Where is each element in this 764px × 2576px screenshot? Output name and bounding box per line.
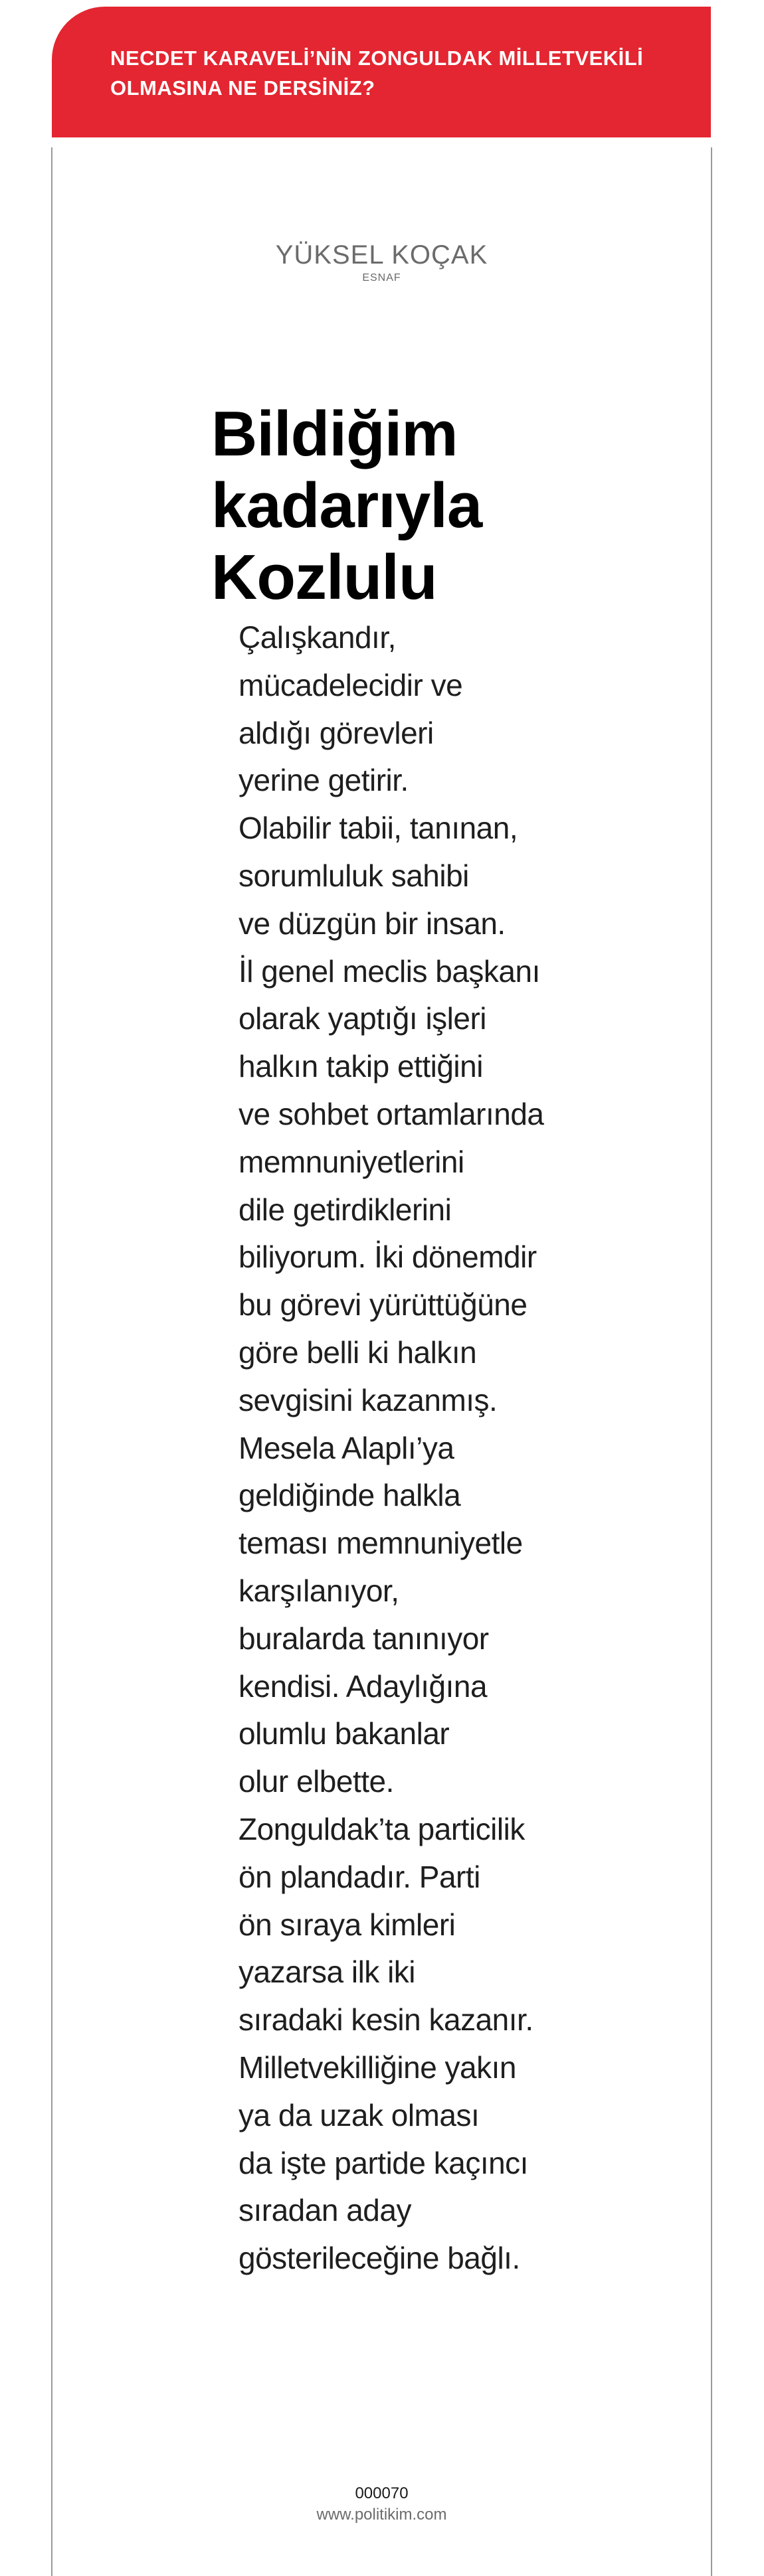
- body-line: karşılanıyor,: [239, 1573, 399, 1608]
- body-line: İl genel meclis başkanı: [239, 953, 540, 989]
- body-line: aldığı görevleri: [239, 715, 434, 750]
- headline-line: Bildiğim: [211, 398, 458, 469]
- frame-right-border: [711, 147, 712, 2576]
- footer: [51, 2483, 712, 2526]
- body-line: göre belli ki halkın: [239, 1334, 477, 1370]
- frame-left-border: [51, 147, 52, 2576]
- body-line: geldiğinde halkla: [239, 1478, 461, 1513]
- body-line: olur elbette.: [239, 1764, 394, 1799]
- body-line: ön sıraya kimleri: [239, 1907, 456, 1942]
- body-line: Milletvekilliğine yakın: [239, 2050, 516, 2085]
- body-line: ve düzgün bir insan.: [239, 906, 506, 941]
- body-line: biliyorum. İki dönemdir: [239, 1240, 537, 1275]
- body-line: sorumluluk sahibi: [239, 858, 469, 893]
- body-line: dile getirdiklerini: [239, 1192, 452, 1227]
- body-line: yerine getirir.: [239, 763, 409, 798]
- body-line: Olabilir tabii, tanınan,: [239, 811, 518, 846]
- body-line: gösterileceğine bağlı.: [239, 2241, 520, 2276]
- body-line: sıradan aday: [239, 2193, 411, 2228]
- body-line: memnuniyetlerini: [239, 1144, 464, 1179]
- headline-line: kadarıyla: [211, 470, 482, 541]
- body-line: buralarda tanınıyor: [239, 1621, 489, 1656]
- body-line: mücadelecidir ve: [239, 667, 463, 702]
- body-line: olarak yaptığı işleri: [239, 1001, 486, 1036]
- body-line: Mesela Alaplı’ya: [239, 1430, 454, 1465]
- header-question-line: NECDET KARAVELİ’NİN ZONGULDAK MİLLETVEKİLİ: [110, 46, 644, 70]
- body-line: ve sohbet ortamlarında: [239, 1096, 544, 1131]
- body-line: Zonguldak’ta particilik: [239, 1811, 525, 1846]
- header-question-line: OLMASINA NE DERSİNİZ?: [110, 76, 375, 100]
- body-line: da işte partide kaçıncı: [239, 2145, 528, 2180]
- body-line: kendisi. Adaylığına: [239, 1668, 488, 1704]
- headline: [211, 398, 482, 613]
- header-banner: [52, 7, 711, 137]
- body-line: halkın takip ettiğini: [239, 1049, 483, 1084]
- body-line: sevgisini kazanmış.: [239, 1382, 498, 1417]
- body-line: bu görevi yürüttüğüne: [239, 1287, 527, 1323]
- author-name: YÜKSEL KOÇAK: [275, 240, 488, 270]
- author-block: [51, 239, 712, 285]
- author-title: ESNAF: [362, 272, 401, 283]
- body-line: sıradaki kesin kazanır.: [239, 2002, 533, 2038]
- footer-site: www.politikim.com: [316, 2506, 447, 2524]
- body-line: Çalışkandır,: [239, 620, 396, 655]
- body-line: ön plandadır. Parti: [239, 1859, 480, 1894]
- footer-code: 000070: [355, 2484, 409, 2502]
- body-line: ya da uzak olması: [239, 2097, 480, 2133]
- body-line: teması memnuniyetle: [239, 1526, 523, 1561]
- article-body: [239, 614, 544, 2283]
- headline-line: Kozlulu: [211, 542, 437, 613]
- body-line: olumlu bakanlar: [239, 1716, 450, 1751]
- body-line: yazarsa ilk iki: [239, 1955, 416, 1990]
